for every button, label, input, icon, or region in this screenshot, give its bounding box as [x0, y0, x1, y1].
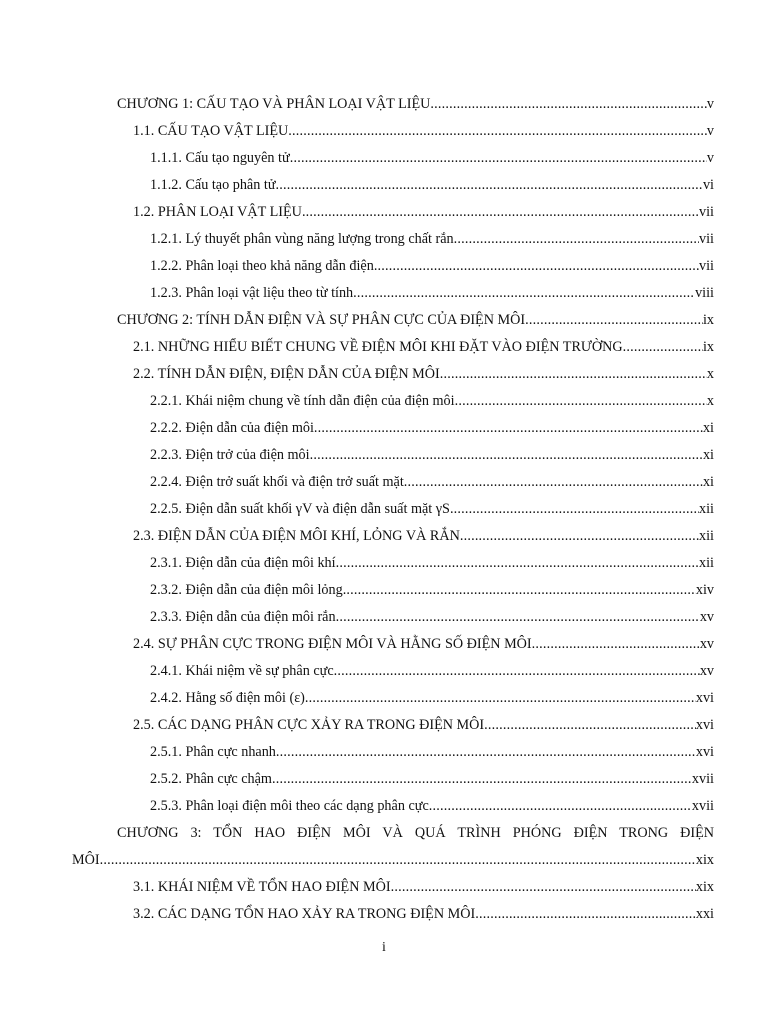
toc-entry-page: vii: [699, 204, 714, 220]
toc-entry-title: 2.5.2. Phân cực chậm: [150, 771, 272, 787]
toc-entry-title: 2.4. SỰ PHÂN CỰC TRONG ĐIỆN MÔI VÀ HẰNG SỐ ĐIỆN MÔI: [133, 636, 532, 652]
toc-entry-title: 1.2.1. Lý thuyết phân vùng năng lượng trong chất rắn: [150, 231, 454, 247]
toc-entry-page: vi: [702, 177, 714, 193]
toc-entry[interactable]: [0, 253, 768, 280]
toc-leader-dots: [310, 442, 703, 469]
toc-entry-page: ix: [702, 312, 714, 328]
toc-entry[interactable]: [0, 766, 768, 793]
toc-leader-dots: [276, 739, 696, 766]
toc-entry-page: xi: [702, 447, 714, 463]
toc-leader-dots: [343, 577, 696, 604]
toc-entry[interactable]: [0, 712, 768, 739]
page-number: i: [382, 940, 386, 955]
toc-leader-dots: [334, 658, 700, 685]
toc-entry-page: xvi: [695, 717, 714, 733]
toc-entry[interactable]: [0, 145, 768, 172]
toc-leader-dots: [460, 523, 699, 550]
toc-leader-dots: [276, 172, 703, 199]
toc-entry-page: x: [706, 366, 714, 382]
toc-entry-title: CHƯƠNG 2: TÍNH DẪN ĐIỆN VÀ SỰ PHÂN CỰC CỦA ĐIỆN MÔI: [117, 312, 526, 328]
toc-entry-page: xv: [699, 609, 714, 625]
toc-leader-dots: [336, 604, 700, 631]
toc-leader-dots: [391, 874, 696, 901]
toc-entry-page: xv: [699, 663, 714, 679]
toc-entry[interactable]: [0, 739, 768, 766]
toc-entry[interactable]: [0, 550, 768, 577]
toc-entry-page: vii: [699, 231, 714, 247]
toc-leader-dots: [353, 280, 695, 307]
toc-leader-dots: [374, 253, 699, 280]
toc-leader-dots: [532, 631, 700, 658]
toc-entry[interactable]: [0, 307, 768, 334]
toc-entry[interactable]: [0, 415, 768, 442]
toc-entry-page: viii: [695, 285, 714, 301]
toc-leader-dots: [450, 496, 699, 523]
toc-entry-page: xi: [702, 474, 714, 490]
toc-entry-title: 2.3. ĐIỆN DẪN CỦA ĐIỆN MÔI KHÍ, LỎNG VÀ RẮN: [133, 528, 460, 544]
toc-entry[interactable]: [0, 793, 768, 820]
toc-entry[interactable]: [0, 118, 768, 145]
toc-entry-title: 2.3.1. Điện dẫn của điện môi khí: [150, 555, 336, 571]
toc-entry-chapter3-line2[interactable]: [0, 847, 768, 874]
toc-entry-title: 2.4.2. Hằng số điện môi (ε): [150, 690, 305, 706]
toc-entry[interactable]: [0, 523, 768, 550]
toc-entry-title: 1.1. CẤU TẠO VẬT LIỆU: [133, 123, 289, 139]
toc-entry-title: 2.2.4. Điện trở suất khối và điện trở suất mặt: [150, 474, 404, 490]
toc-entry-title: CHƯƠNG 3: TỔN HAO ĐIỆN MÔI VÀ QUÁ TRÌNH PHÓNG ĐIỆN TRONG ĐIỆN: [117, 825, 714, 841]
toc-leader-dots: [288, 118, 707, 145]
toc-entry-page: xv: [699, 636, 714, 652]
toc-entry[interactable]: [0, 91, 768, 118]
toc-leader-dots: [100, 847, 696, 874]
toc-entry-title: 2.5.1. Phân cực nhanh: [150, 744, 276, 760]
toc-entry[interactable]: [0, 901, 768, 928]
toc-entry[interactable]: [0, 469, 768, 496]
toc-entry-page: xvi: [695, 690, 714, 706]
toc-leader-dots: [302, 199, 699, 226]
toc-entry-title: 1.2. PHÂN LOẠI VẬT LIỆU: [133, 204, 302, 220]
toc-entry-title: 2.2.5. Điện dẫn suất khối γV và điện dẫn suất mặt γS: [150, 501, 450, 517]
toc-leader-dots: [430, 91, 706, 118]
toc-entry[interactable]: [0, 172, 768, 199]
toc-entry-title: MÔI: [72, 852, 100, 868]
toc-entry[interactable]: [0, 577, 768, 604]
toc-leader-dots: [484, 712, 696, 739]
toc-entry-page: xvii: [691, 771, 714, 787]
toc-entry-title: 1.2.3. Phân loại vật liệu theo từ tính: [150, 285, 354, 301]
toc-entry-title: 2.3.3. Điện dẫn của điện môi rắn: [150, 609, 336, 625]
toc-entry-page: v: [706, 123, 714, 139]
toc-entry[interactable]: [0, 874, 768, 901]
toc-entry-title: 3.2. CÁC DẠNG TỔN HAO XẢY RA TRONG ĐIỆN MÔI: [133, 906, 476, 922]
toc-leader-dots: [290, 145, 707, 172]
toc-entry-page: ix: [702, 339, 714, 355]
toc-entry-title: 2.4.1. Khái niệm về sự phân cực: [150, 663, 334, 679]
toc-leader-dots: [404, 469, 703, 496]
toc-entry[interactable]: [0, 442, 768, 469]
toc-entry-title: 2.5.3. Phân loại điện môi theo các dạng phân cực: [150, 798, 429, 814]
toc-leader-dots: [525, 307, 703, 334]
toc-leader-dots: [314, 415, 703, 442]
toc-entry-page: xix: [695, 852, 714, 868]
toc-entry-title: 2.2. TÍNH DẪN ĐIỆN, ĐIỆN DẪN CỦA ĐIỆN MÔI: [133, 366, 440, 382]
toc-entry-title: 1.1.2. Cấu tạo phân tử: [150, 177, 276, 193]
toc-entry[interactable]: [0, 658, 768, 685]
toc-entry-title: CHƯƠNG 1: CẤU TẠO VÀ PHÂN LOẠI VẬT LIỆU: [117, 96, 431, 112]
toc-entry-page: xix: [695, 879, 714, 895]
toc-leader-dots: [336, 550, 699, 577]
toc-entry-page: xii: [699, 528, 714, 544]
toc-entry[interactable]: [0, 199, 768, 226]
toc-entry[interactable]: [0, 496, 768, 523]
toc-entry-title: 2.3.2. Điện dẫn của điện môi lỏng: [150, 582, 343, 598]
toc-leader-dots: [429, 793, 692, 820]
toc-entry[interactable]: [0, 631, 768, 658]
toc-entry-title: 1.1.1. Cấu tạo nguyên tử: [150, 150, 290, 166]
toc-entry-chapter3-line1[interactable]: [0, 820, 768, 847]
toc-leader-dots: [455, 388, 707, 415]
toc-entry-page: xvi: [695, 744, 714, 760]
toc-entry-page: vii: [699, 258, 714, 274]
toc-entry-page: x: [706, 393, 714, 409]
toc-entry-page: xvii: [691, 798, 714, 814]
toc-entry-title: 2.2.3. Điện trở của điện môi: [150, 447, 310, 463]
toc-entry-page: v: [706, 150, 714, 166]
toc-entry-title: 2.2.2. Điện dẫn của điện môi: [150, 420, 314, 436]
toc-leader-dots: [454, 226, 699, 253]
toc-entry[interactable]: [0, 334, 768, 361]
toc-entry-title: 2.5. CÁC DẠNG PHÂN CỰC XẢY RA TRONG ĐIỆN MÔI: [133, 717, 485, 733]
table-of-contents: [0, 91, 768, 928]
toc-entry-page: v: [706, 96, 714, 112]
toc-entry-page: xi: [702, 420, 714, 436]
toc-leader-dots: [272, 766, 692, 793]
toc-entry-title: 2.1. NHỮNG HIỂU BIẾT CHUNG VỀ ĐIỆN MÔI KHI ĐẶT VÀO ĐIỆN TRƯỜNG: [133, 339, 623, 355]
toc-entry-title: 1.2.2. Phân loại theo khả năng dẫn điện: [150, 258, 374, 274]
toc-entry[interactable]: [0, 388, 768, 415]
toc-entry-page: xii: [699, 555, 714, 571]
toc-leader-dots: [475, 901, 696, 928]
toc-entry-page: xxi: [695, 906, 714, 922]
toc-entry[interactable]: [0, 226, 768, 253]
toc-entry[interactable]: [0, 604, 768, 631]
toc-entry[interactable]: [0, 280, 768, 307]
toc-entry-title: 3.1. KHÁI NIỆM VỀ TỔN HAO ĐIỆN MÔI: [133, 879, 391, 895]
toc-leader-dots: [623, 334, 703, 361]
toc-entry-page: xiv: [695, 582, 714, 598]
toc-leader-dots: [305, 685, 696, 712]
toc-leader-dots: [440, 361, 707, 388]
toc-entry-title: 2.2.1. Khái niệm chung về tính dẫn điện của điện môi: [150, 393, 455, 409]
toc-entry[interactable]: [0, 685, 768, 712]
toc-entry-page: xii: [699, 501, 714, 517]
toc-entry[interactable]: [0, 361, 768, 388]
